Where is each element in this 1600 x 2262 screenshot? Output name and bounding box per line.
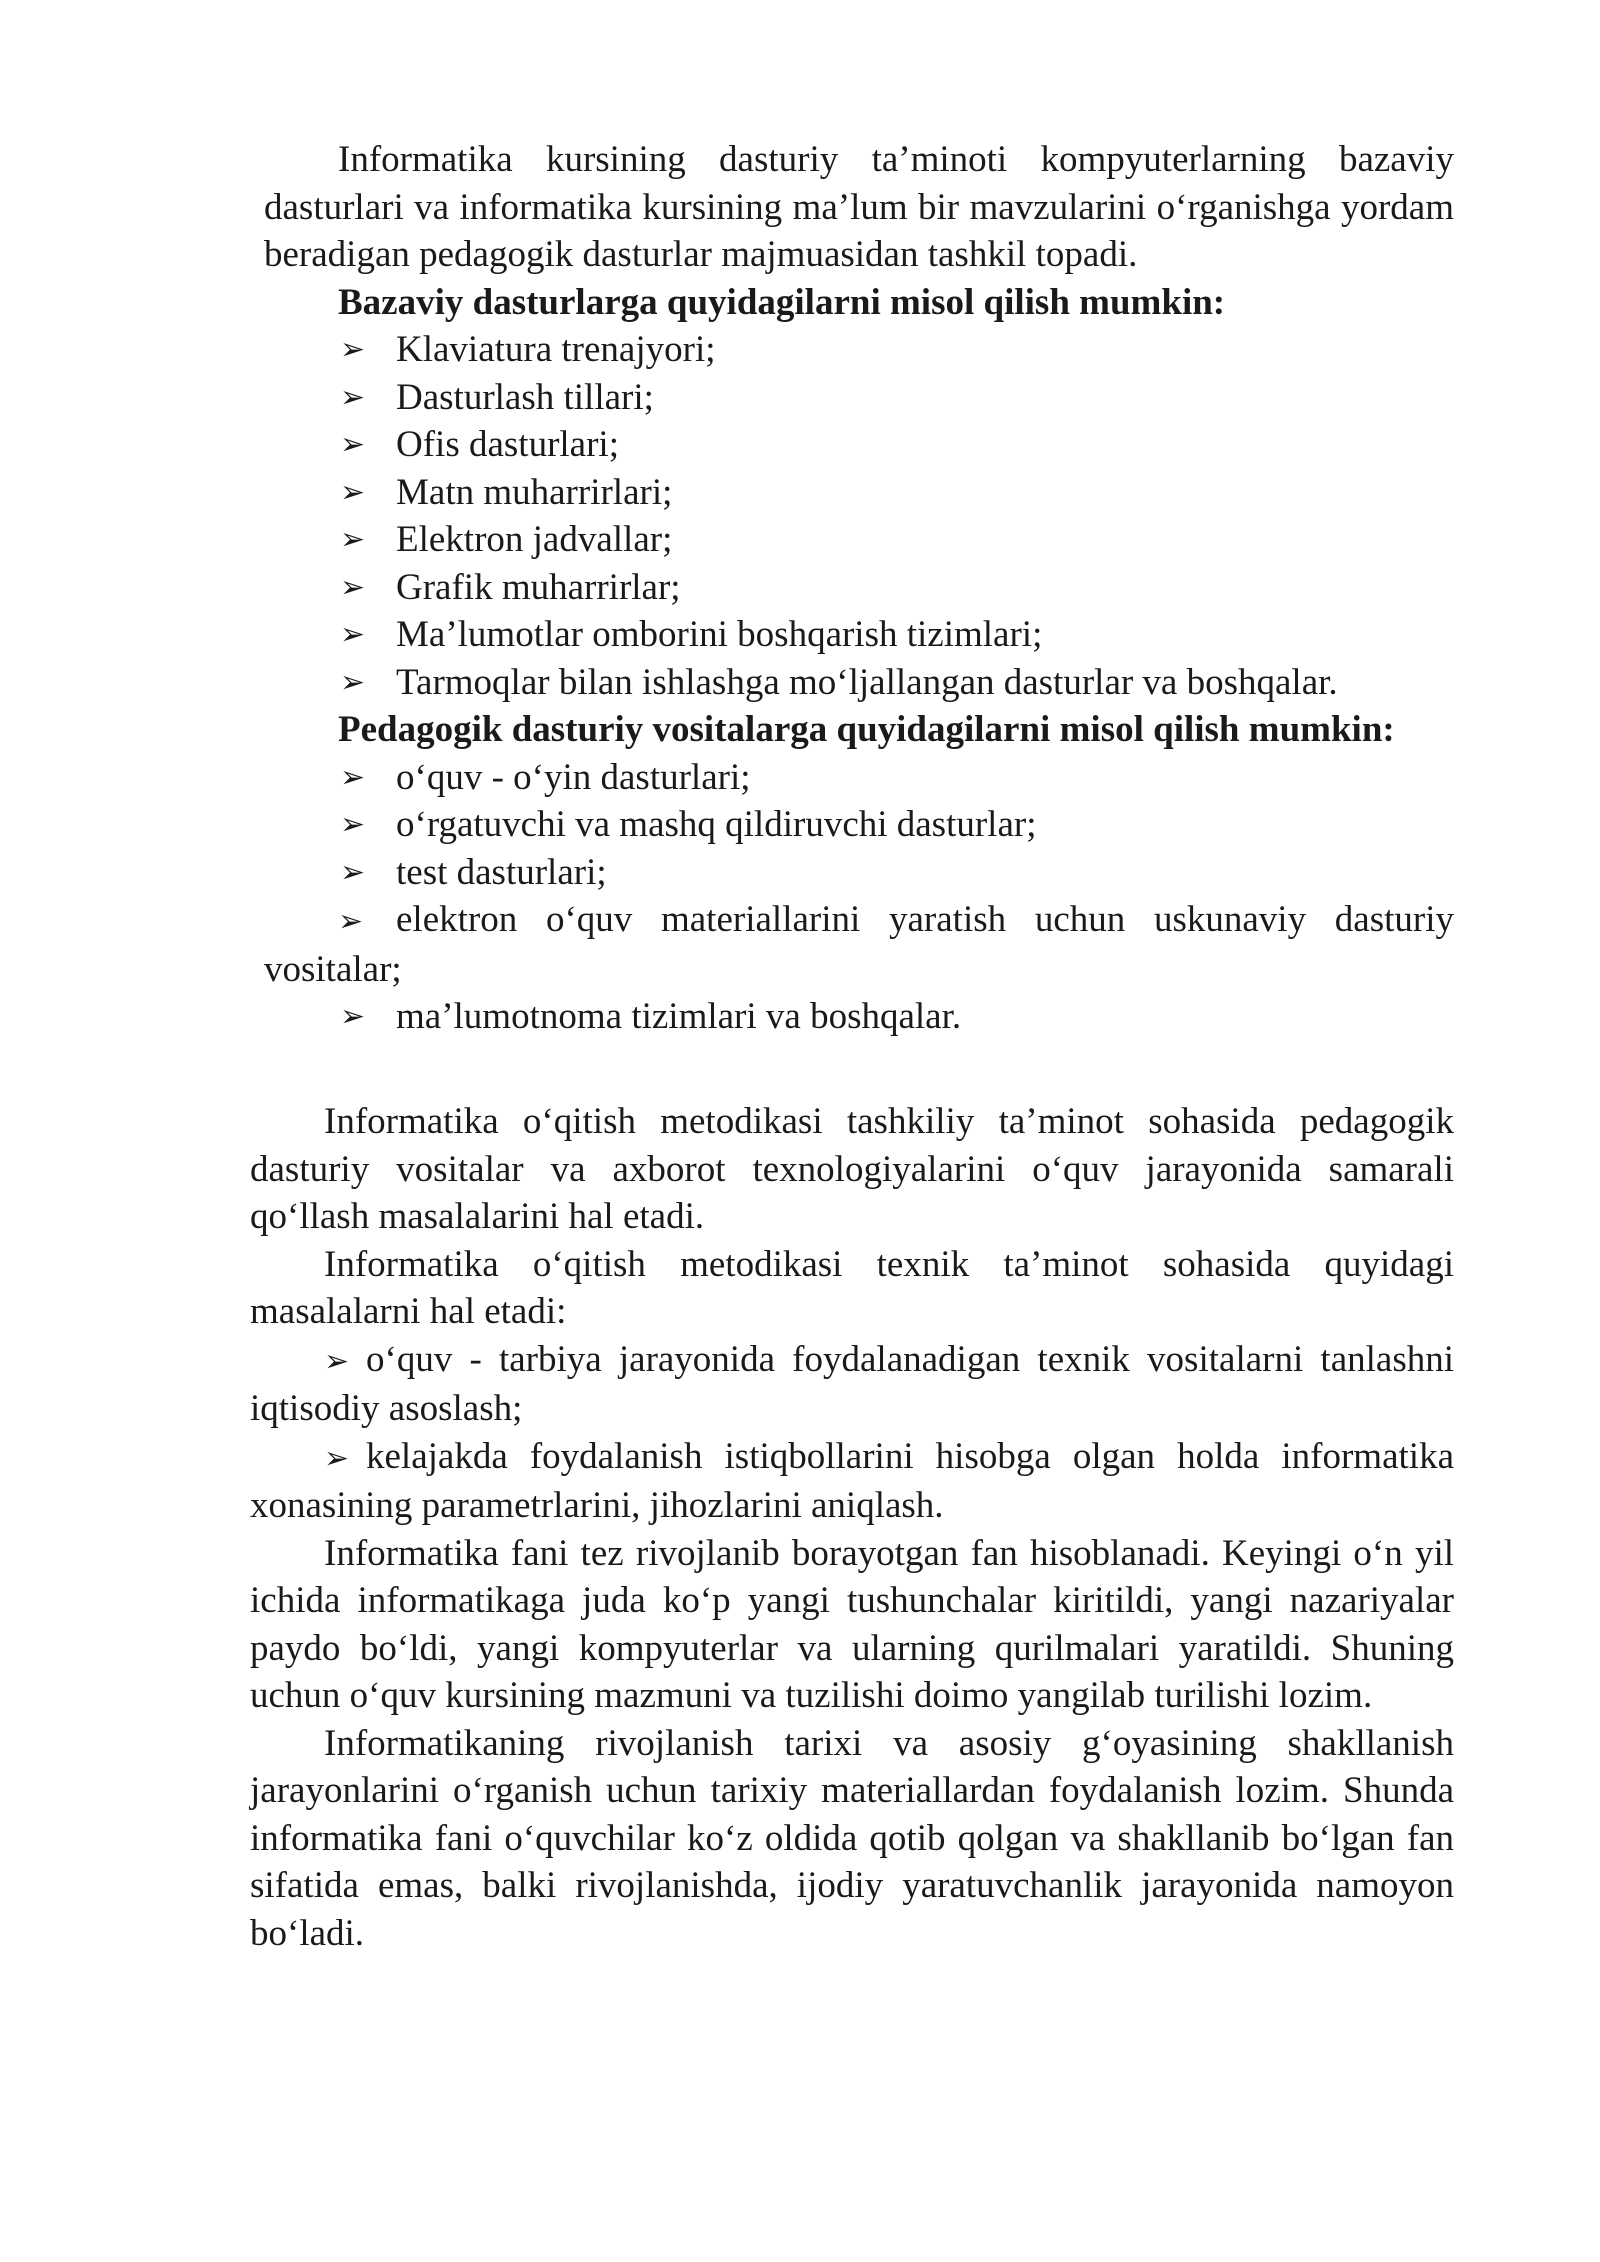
technical-paragraph: Informatika o‘qitish metodikasi texnik ta’minot sohasida quyidagi masalalarni hal etadi: — [250, 1243, 1454, 1332]
arrowhead-bullet-icon: ➢ — [340, 760, 366, 794]
list-item: ➢ elektron o‘quv materiallarini yaratish uchun uskunaviy dasturiy vositalar; — [264, 899, 1454, 990]
basic-programs-list — [264, 326, 1454, 706]
technical-tasks-list — [250, 1336, 1454, 1530]
arrowhead-bullet-icon: ➢ — [340, 380, 366, 414]
list-item: ➢ test dasturlari; — [264, 849, 1454, 897]
list-item: ➢ o‘quv - tarbiya jarayonida foydalanadigan texnik vositalarni tanlashni iqtisodiy asoslash; — [250, 1338, 1454, 1429]
pedagogic-tools-list — [264, 754, 1454, 1041]
arrowhead-bullet-icon: ➢ — [340, 855, 366, 889]
list-item: ➢ kelajakda foydalanish istiqbollarini hisobga olgan holda informatika xonasining parametrlarini, jihozlarini aniqlash. — [250, 1435, 1454, 1526]
arrowhead-bullet-icon: ➢ — [340, 1000, 366, 1033]
arrowhead-bullet-icon: ➢ — [340, 428, 366, 461]
history-paragraph: Informatikaning rivojlanish tarixi va asosiy g‘oyasining shakllanish jarayonlarini o‘rganish uchun tarixiy materiallardan foydalanish lozim. Shunda informatika fani o‘quvchilar ko‘z oldida qotib qolgan va shakllanib bo‘lgan fan sifatida emas, balki rivojlanishda, ijodiy yaratuvchanlik jarayonida namoyon bo‘ladi. — [250, 1722, 1454, 1954]
list-item: ➢ Klaviatura trenajyori; — [264, 326, 1454, 374]
arrowhead-bullet-icon: ➢ — [340, 475, 366, 509]
list-item: ➢ Matn muharrirlari; — [264, 469, 1454, 517]
organizational-paragraph: Informatika o‘qitish metodikasi tashkiliy ta’minot sohasida pedagogik dasturiy vositalar va axborot texnologiyalarini o‘quv jarayonida samarali qo‘llash masalalarini hal etadi. — [250, 1101, 1454, 1237]
list-item: ➢ o‘quv - o‘yin dasturlari; — [264, 754, 1454, 802]
arrowhead-bullet-icon: ➢ — [340, 523, 366, 556]
arrowhead-bullet-icon: ➢ — [340, 570, 366, 604]
list-item: ➢ Elektron jadvallar; — [264, 516, 1454, 564]
software-section — [264, 136, 1454, 1041]
arrowhead-bullet-icon: ➢ — [324, 1344, 350, 1378]
intro-paragraph: Informatika kursining dasturiy ta’minoti kompyuterlarning bazaviy dasturlari va informatika kursining ma’lum bir mavzularini o‘rganishga yordam beradigan pedagogik dasturlar majmuasidan tashkil topadi. — [264, 139, 1454, 275]
arrowhead-bullet-icon: ➢ — [340, 333, 366, 366]
list-item: ➢ Tarmoqlar bilan ishlashga mo‘ljallangan dasturlar va boshqalar. — [264, 659, 1454, 707]
methodology-section — [250, 1098, 1454, 1957]
arrowhead-bullet-icon: ➢ — [340, 618, 366, 651]
list-item: ➢ Ofis dasturlari; — [264, 421, 1454, 469]
basic-programs-heading: Bazaviy dasturlarga quyidagilarni misol qilish mumkin: — [338, 281, 1226, 323]
arrowhead-bullet-icon: ➢ — [338, 905, 364, 938]
arrowhead-bullet-icon: ➢ — [340, 665, 366, 699]
list-item: ➢ o‘rgatuvchi va mashq qildiruvchi dasturlar; — [264, 801, 1454, 849]
arrowhead-bullet-icon: ➢ — [324, 1441, 350, 1475]
list-item: ➢ Grafik muharrirlar; — [264, 564, 1454, 612]
arrowhead-bullet-icon: ➢ — [340, 808, 366, 841]
list-item: ➢ Ma’lumotlar omborini boshqarish tizimlari; — [264, 611, 1454, 659]
list-item: ➢ ma’lumotnoma tizimlari va boshqalar. — [264, 993, 1454, 1041]
development-paragraph: Informatika fani tez rivojlanib borayotgan fan hisoblanadi. Keyingi o‘n yil ichida informatikaga juda ko‘p yangi tushunchalar kiritildi, yangi nazariyalar paydo bo‘ldi, yangi kompyuterlar va ularning qurilmalari yaratildi. Shuning uchun o‘quv kursining mazmuni va tuzilishi doimo yangilab turilishi lozim. — [250, 1532, 1454, 1716]
pedagogic-tools-heading: Pedagogik dasturiy vositalarga quyidagilarni misol qilish mumkin: — [338, 709, 1395, 750]
list-item: ➢ Dasturlash tillari; — [264, 374, 1454, 422]
